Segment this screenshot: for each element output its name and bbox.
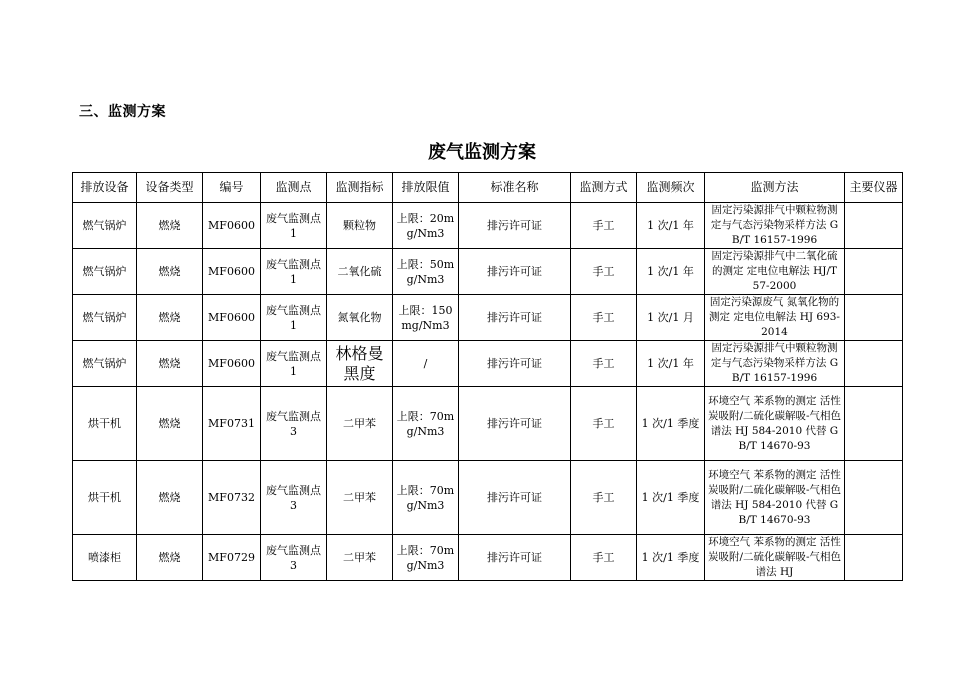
cell-type: 燃烧 [137, 387, 203, 461]
cell-mode: 手工 [571, 295, 637, 341]
cell-indicator: 氮氧化物 [327, 295, 393, 341]
cell-limit: 上限：70mg/Nm3 [393, 387, 459, 461]
cell-code: MF0600 [203, 203, 261, 249]
cell-frequency: 1 次/1 月 [637, 295, 705, 341]
cell-mode: 手工 [571, 461, 637, 535]
cell-method: 环境空气 苯系物的测定 活性炭吸附/二硫化碳解吸-气相色谱法 HJ 584-2010 代替 GB/T 14670-93 [705, 387, 845, 461]
column-header-type: 设备类型 [137, 173, 203, 203]
cell-limit: 上限：20mg/Nm3 [393, 203, 459, 249]
cell-indicator: 林格曼黑度 [327, 341, 393, 387]
cell-method: 固定污染源排气中颗粒物测定与气态污染物采样方法 GB/T 16157-1996 [705, 203, 845, 249]
cell-frequency: 1 次/1 季度 [637, 535, 705, 581]
cell-equipment: 烘干机 [73, 387, 137, 461]
cell-point: 废气监测点 1 [261, 203, 327, 249]
cell-standard: 排污许可证 [459, 387, 571, 461]
cell-limit: 上限：150mg/Nm3 [393, 295, 459, 341]
cell-type: 燃烧 [137, 249, 203, 295]
cell-indicator: 二甲苯 [327, 461, 393, 535]
cell-point: 废气监测点 3 [261, 461, 327, 535]
cell-frequency: 1 次/1 季度 [637, 387, 705, 461]
cell-mode: 手工 [571, 341, 637, 387]
cell-mode: 手工 [571, 249, 637, 295]
cell-type: 燃烧 [137, 203, 203, 249]
cell-limit: 上限：70mg/Nm3 [393, 535, 459, 581]
cell-indicator: 二甲苯 [327, 387, 393, 461]
cell-type: 燃烧 [137, 341, 203, 387]
cell-point: 废气监测点 1 [261, 249, 327, 295]
column-header-code: 编号 [203, 173, 261, 203]
cell-method: 固定污染源排气中颗粒物测定与气态污染物采样方法 GB/T 16157-1996 [705, 341, 845, 387]
cell-instrument [845, 461, 903, 535]
cell-standard: 排污许可证 [459, 295, 571, 341]
cell-frequency: 1 次/1 年 [637, 341, 705, 387]
cell-code: MF0600 [203, 249, 261, 295]
column-header-equipment: 排放设备 [73, 173, 137, 203]
column-header-limit: 排放限值 [393, 173, 459, 203]
cell-instrument [845, 387, 903, 461]
cell-method: 环境空气 苯系物的测定 活性炭吸附/二硫化碳解吸-气相色谱法 HJ [705, 535, 845, 581]
cell-standard: 排污许可证 [459, 535, 571, 581]
cell-instrument [845, 535, 903, 581]
cell-mode: 手工 [571, 535, 637, 581]
cell-standard: 排污许可证 [459, 249, 571, 295]
table-row [73, 295, 903, 341]
cell-type: 燃烧 [137, 535, 203, 581]
table-row [73, 387, 903, 461]
section-heading: 三、监测方案 [79, 104, 166, 120]
cell-instrument [845, 249, 903, 295]
cell-standard: 排污许可证 [459, 461, 571, 535]
table-row [73, 341, 903, 387]
cell-method: 固定污染源排气中二氧化硫的测定 定电位电解法 HJ/T 57-2000 [705, 249, 845, 295]
cell-mode: 手工 [571, 387, 637, 461]
cell-instrument [845, 203, 903, 249]
cell-mode: 手工 [571, 203, 637, 249]
column-header-method: 监测方法 [705, 173, 845, 203]
cell-code: MF0729 [203, 535, 261, 581]
cell-point: 废气监测点 3 [261, 387, 327, 461]
table-title: 废气监测方案 [428, 142, 536, 163]
exhaust-monitoring-table [72, 172, 903, 581]
cell-instrument [845, 341, 903, 387]
column-header-frequency: 监测频次 [637, 173, 705, 203]
cell-indicator: 颗粒物 [327, 203, 393, 249]
cell-equipment: 烘干机 [73, 461, 137, 535]
cell-equipment: 燃气锅炉 [73, 295, 137, 341]
column-header-mode: 监测方式 [571, 173, 637, 203]
cell-equipment: 燃气锅炉 [73, 203, 137, 249]
cell-code: MF0600 [203, 295, 261, 341]
table-row [73, 249, 903, 295]
cell-equipment: 喷漆柜 [73, 535, 137, 581]
cell-type: 燃烧 [137, 461, 203, 535]
cell-type: 燃烧 [137, 295, 203, 341]
cell-point: 废气监测点 3 [261, 535, 327, 581]
cell-standard: 排污许可证 [459, 341, 571, 387]
cell-standard: 排污许可证 [459, 203, 571, 249]
cell-code: MF0731 [203, 387, 261, 461]
cell-frequency: 1 次/1 年 [637, 203, 705, 249]
cell-code: MF0600 [203, 341, 261, 387]
column-header-instrument: 主要仪器 [845, 173, 903, 203]
cell-frequency: 1 次/1 年 [637, 249, 705, 295]
cell-frequency: 1 次/1 季度 [637, 461, 705, 535]
column-header-standard: 标准名称 [459, 173, 571, 203]
cell-indicator: 二甲苯 [327, 535, 393, 581]
cell-point: 废气监测点 1 [261, 341, 327, 387]
table-row [73, 535, 903, 581]
cell-method: 固定污染源废气 氮氧化物的测定 定电位电解法 HJ 693-2014 [705, 295, 845, 341]
cell-point: 废气监测点 1 [261, 295, 327, 341]
cell-indicator: 二氧化硫 [327, 249, 393, 295]
cell-equipment: 燃气锅炉 [73, 249, 137, 295]
cell-instrument [845, 295, 903, 341]
cell-limit: 上限：70mg/Nm3 [393, 461, 459, 535]
cell-code: MF0732 [203, 461, 261, 535]
column-header-indicator: 监测指标 [327, 173, 393, 203]
cell-method: 环境空气 苯系物的测定 活性炭吸附/二硫化碳解吸-气相色谱法 HJ 584-2010 代替 GB/T 14670-93 [705, 461, 845, 535]
table-row [73, 203, 903, 249]
column-header-point: 监测点 [261, 173, 327, 203]
cell-limit: 上限：50mg/Nm3 [393, 249, 459, 295]
table-header-row [73, 173, 903, 203]
cell-limit: / [393, 341, 459, 387]
cell-equipment: 燃气锅炉 [73, 341, 137, 387]
table-row [73, 461, 903, 535]
